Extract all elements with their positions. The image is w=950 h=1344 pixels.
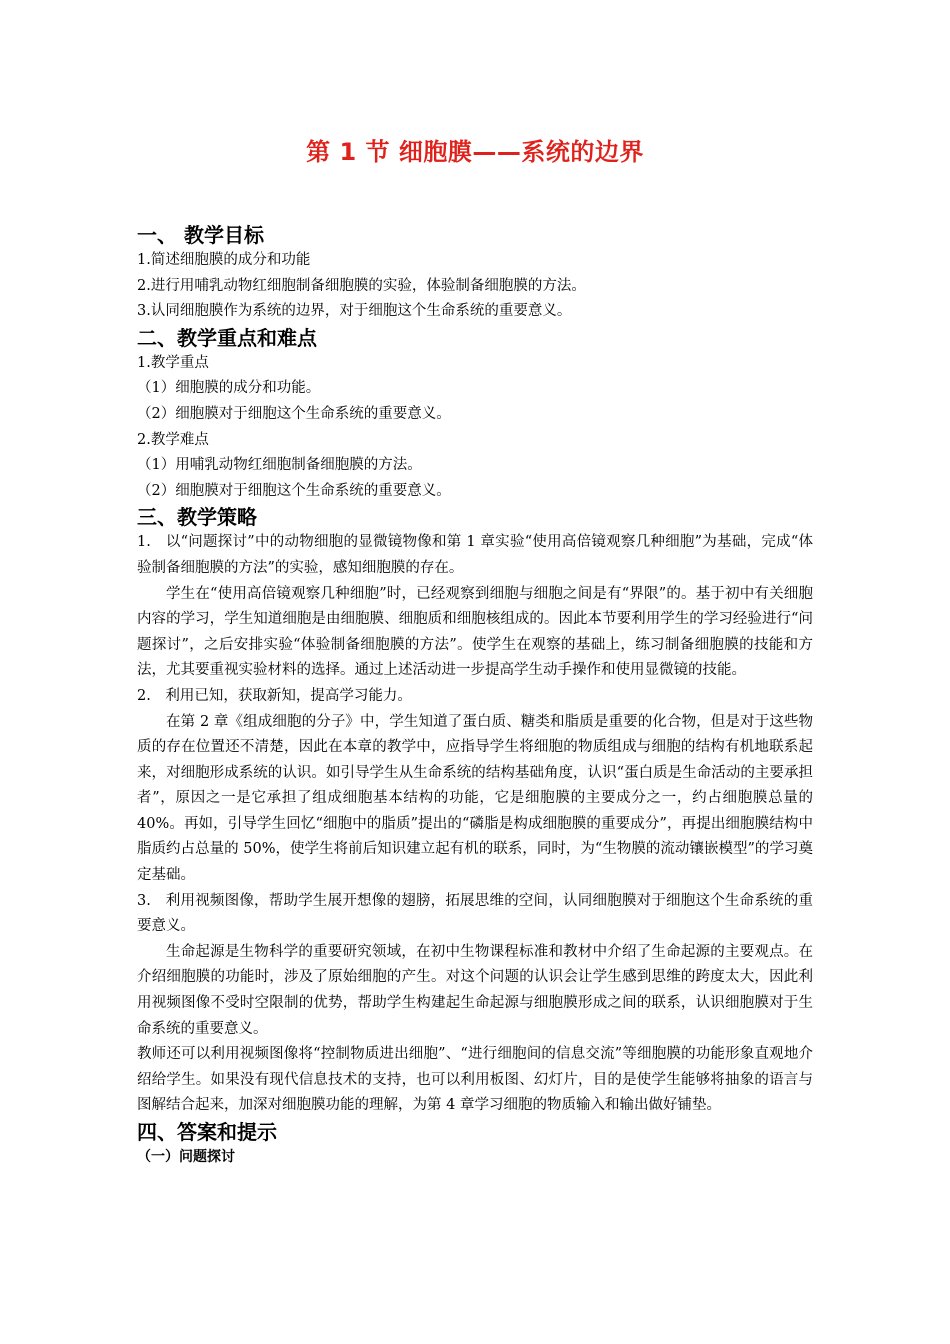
key-point-line: 1.教学重点 [137,354,209,371]
key-point-line: （2）细胞膜对于细胞这个生命系统的重要意义。 [137,405,451,422]
strategy-paragraph: 在第 2 章《组成细胞的分子》中，学生知道了蛋白质、糖类和脂质是重要的化合物，但是对于这些物质的存在位置还不清楚，因此在本章的教学中，应指导学生将细胞的物质组成与细胞的结构有机地联系起来，对细胞形成系统的认识。如引导学生从生命系统的结构基础角度，认识“蛋白质是生命活动的主要承担者”，原因之一是它承担了组成细胞基本结构的功能，它是细胞膜的主要成分之一，约占细胞膜总量的 40%。再如，引导学生回忆“细胞中的脂质”提出的“磷脂是构成细胞膜的重要成分”，再提出细胞膜结构中脂质约占总量的 50%，使学生将前后知识建立起有机的联系，同时，为“生物膜的流动镶嵌模型”的学习奠定基础。 [137,713,813,884]
section-heading-answers: 四、答案和提示 [137,1120,277,1144]
strategy-paragraph: 2. 利用已知，获取新知，提高学习能力。 [137,687,412,704]
document-title: 第 1 节 细胞膜——系统的边界 [306,138,644,166]
key-point-line: （1）细胞膜的成分和功能。 [137,380,321,397]
key-point-line: （2）细胞膜对于细胞这个生命系统的重要意义。 [137,482,451,499]
section-heading-strategy: 三、教学策略 [137,505,257,530]
objective-item: 1.简述细胞膜的成分和功能 [137,252,311,268]
key-point-line: 2.教学难点 [137,431,209,448]
strategy-paragraph: 教师还可以利用视频图像将“控制物质进出细胞”、“进行细胞间的信息交流”等细胞膜的功能形象直观地介绍给学生。如果没有现代信息技术的支持，也可以利用板图、幻灯片，目的是使学生能够将抽象的语言与图解结合起来，加深对细胞膜功能的理解，为第 4 章学习细胞的物质输入和输出做好铺垫。 [137,1046,813,1114]
strategy-paragraph: 3. 利用视频图像，帮助学生展开想像的翅膀，拓展思维的空间，认同细胞膜对于细胞这个生命系统的重要意义。 [137,892,813,935]
section-heading-objectives: 一、 教学目标 [137,223,264,247]
key-point-line: （1）用哺乳动物红细胞制备细胞膜的方法。 [137,457,422,474]
strategy-paragraph: 学生在“使用高倍镜观察几种细胞”时，已经观察到细胞与细胞之间是有“界限”的。基于初中有关细胞内容的学习，学生知道细胞是由细胞膜、细胞质和细胞核组成的。因此本节要利用学生的学习经验进行“问题探讨”，之后安排实验“体验制备细胞膜的方法”。使学生在观察的基础上，练习制备细胞膜的技能和方法，尤其要重视实验材料的选择。通过上述活动进一步提高学生动手操作和使用显微镜的技能。 [137,585,813,679]
objective-item: 2.进行用哺乳动物红细胞制备细胞膜的实验，体验制备细胞膜的方法。 [137,277,586,294]
document-body [137,222,813,1169]
strategy-paragraph: 1. 以“问题探讨”中的动物细胞的显微镜物像和第 1 章实验“使用高倍镜观察几种细胞”为基础，完成“体验制备细胞膜的方法”的实验，感知细胞膜的存在。 [137,534,813,576]
strategy-paragraph: 生命起源是生物科学的重要研究领域，在初中生物课程标准和教材中介绍了生命起源的主要观点。在介绍细胞膜的功能时，涉及了原始细胞的产生。对这个问题的认识会让学生感到思维的跨度太大，因此利用视频图像不受时空限制的优势，帮助学生构建起生命起源与细胞膜形成之间的联系，认识细胞膜对于生命系统的重要意义。 [137,943,813,1037]
objective-item: 3.认同细胞膜作为系统的边界，对于细胞这个生命系统的重要意义。 [137,303,572,320]
subsection-heading-question: （一）问题探讨 [137,1149,235,1165]
section-heading-key-points: 二、教学重点和难点 [137,325,317,350]
